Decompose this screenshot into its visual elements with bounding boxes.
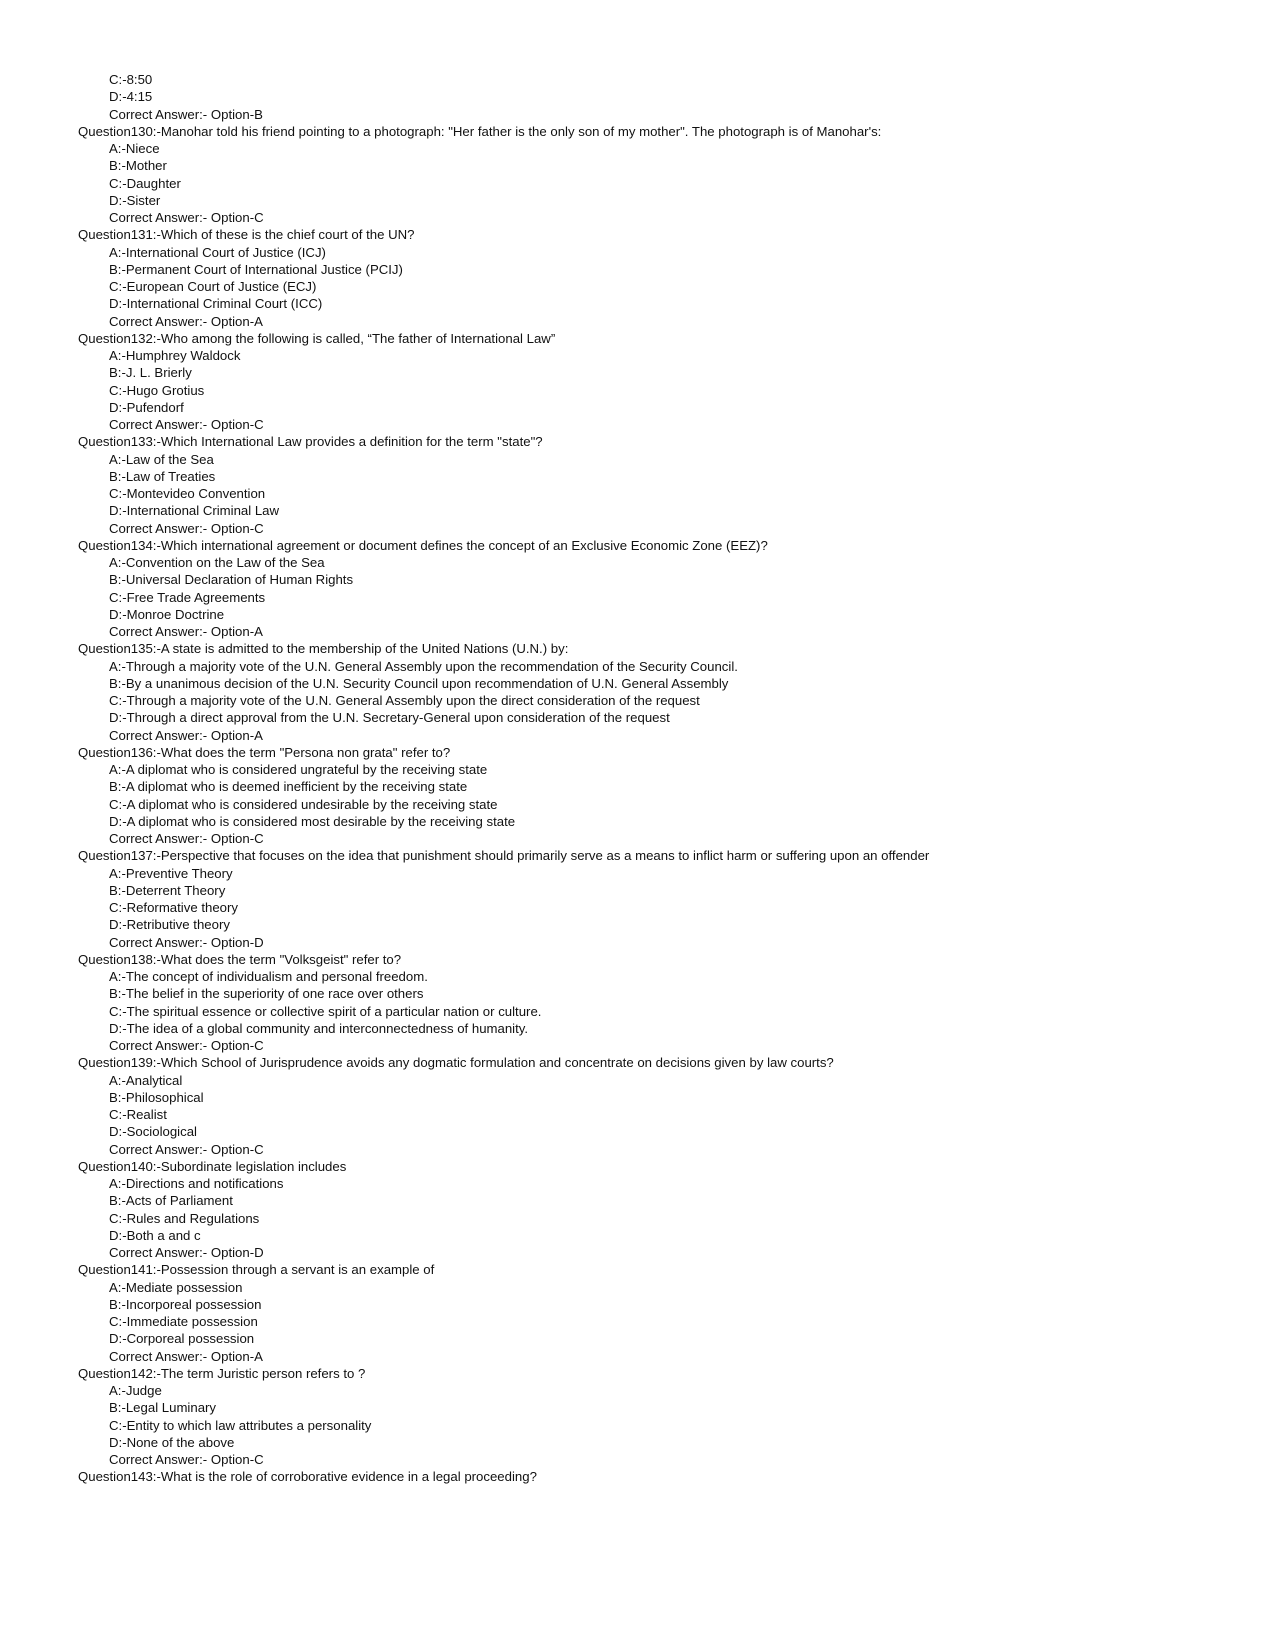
correct-answer: Correct Answer:- Option-C <box>109 831 264 846</box>
option-text: B:-Incorporeal possession <box>109 1296 262 1312</box>
correct-answer: Correct Answer:- Option-C <box>109 417 264 432</box>
correct-answer: Correct Answer:- Option-D <box>109 1245 264 1260</box>
question-document <box>0 71 1275 1486</box>
question-text: Question131:-Which of these is the chief court of the UN? <box>78 227 415 243</box>
option-text: B:-Universal Declaration of Human Rights <box>109 572 354 588</box>
question-text: Question135:-A state is admitted to the membership of the United Nations (U.N.) by: <box>78 641 569 657</box>
option-text: C:-A diplomat who is considered undesirable by the receiving state <box>109 796 498 812</box>
correct-answer: Correct Answer:- Option-D <box>109 934 264 950</box>
option-text: C:-Immediate possession <box>109 1314 258 1329</box>
option-text: B:-Permanent Court of International Justice (PCIJ) <box>109 261 403 277</box>
option-text: D:-Monroe Doctrine <box>109 606 225 622</box>
option-text: C:-Reformative theory <box>109 900 238 915</box>
option-text: B:-Acts of Parliament <box>109 1193 233 1209</box>
option-text: D:-Sociological <box>109 1124 197 1140</box>
question-text: Question130:-Manohar told his friend pointing to a photograph: "Her father is the only son of my mother". The photograph is of Manohar's: <box>78 123 882 139</box>
option-text: A:-Humphrey Waldock <box>109 348 241 363</box>
correct-answer: Correct Answer:- Option-C <box>109 1452 264 1467</box>
option-text: D:-Both a and c <box>109 1227 201 1243</box>
option-text: C:-Realist <box>109 1107 167 1122</box>
option-text: A:-Mediate possession <box>109 1279 243 1295</box>
option-text: A:-Law of the Sea <box>109 451 214 467</box>
option-text: A:-The concept of individualism and personal freedom. <box>109 969 428 984</box>
option-text: A:-A diplomat who is considered ungrateful by the receiving state <box>109 762 488 777</box>
option-text: C:-8:50 <box>109 72 153 87</box>
question-text: Question136:-What does the term "Persona non grata" refer to? <box>78 744 451 760</box>
correct-answer: Correct Answer:- Option-C <box>109 520 264 536</box>
option-text: D:-International Criminal Law <box>109 503 280 519</box>
option-text: B:-A diplomat who is deemed inefficient by the receiving state <box>109 779 468 795</box>
option-text: D:-International Criminal Court (ICC) <box>109 296 323 312</box>
option-text: D:-4:15 <box>109 89 153 105</box>
correct-answer: Correct Answer:- Option-A <box>109 727 263 743</box>
question-text: Question140:-Subordinate legislation includes <box>78 1158 347 1174</box>
option-text: D:-Pufendorf <box>109 399 184 415</box>
option-text: A:-Analytical <box>109 1072 183 1088</box>
option-text: D:-Corporeal possession <box>109 1331 255 1347</box>
option-text: D:-Sister <box>109 192 161 208</box>
option-text: B:-Mother <box>109 158 167 174</box>
option-text: B:-J. L. Brierly <box>109 365 192 381</box>
question-text: Question133:-Which International Law provides a definition for the term "state"? <box>78 434 543 450</box>
correct-answer: Correct Answer:- Option-A <box>109 624 263 639</box>
option-text: C:-Daughter <box>109 175 181 191</box>
option-text: C:-European Court of Justice (ECJ) <box>109 279 317 294</box>
correct-answer: Correct Answer:- Option-C <box>109 210 264 225</box>
option-text: A:-Niece <box>109 141 160 156</box>
option-text: B:-Law of Treaties <box>109 468 216 484</box>
question-text: Question141:-Possession through a servant is an example of <box>78 1262 435 1278</box>
question-text: Question142:-The term Juristic person refers to ? <box>78 1365 366 1381</box>
option-text: B:-Legal Luminary <box>109 1400 217 1416</box>
option-text: B:-The belief in the superiority of one race over others <box>109 986 424 1002</box>
option-text: C:-Hugo Grotius <box>109 382 205 398</box>
question-text: Question134:-Which international agreement or document defines the concept of an Exclusive Economic Zone (EEZ)? <box>78 537 768 553</box>
option-text: D:-None of the above <box>109 1434 235 1450</box>
question-text: Question143:-What is the role of corroborative evidence in a legal proceeding? <box>78 1469 537 1485</box>
option-text: D:-A diplomat who is considered most desirable by the receiving state <box>109 813 516 829</box>
option-text: B:-Philosophical <box>109 1089 204 1105</box>
option-text: C:-Entity to which law attributes a personality <box>109 1417 372 1433</box>
question-text: Question138:-What does the term "Volksgeist" refer to? <box>78 951 402 967</box>
correct-answer: Correct Answer:- Option-C <box>109 1038 264 1053</box>
option-text: A:-Judge <box>109 1383 162 1398</box>
option-text: A:-Convention on the Law of the Sea <box>109 555 325 570</box>
question-text: Question137:-Perspective that focuses on the idea that punishment should primarily serve as a means to inflict harm or suffering upon an offender <box>78 848 930 864</box>
correct-answer: Correct Answer:- Option-A <box>109 313 263 329</box>
option-text: C:-Montevideo Convention <box>109 486 266 501</box>
option-text: A:-International Court of Justice (ICJ) <box>109 244 326 260</box>
correct-answer: Correct Answer:- Option-C <box>109 1141 264 1157</box>
option-text: A:-Preventive Theory <box>109 865 233 881</box>
option-text: B:-Deterrent Theory <box>109 882 226 898</box>
option-text: A:-Directions and notifications <box>109 1176 284 1191</box>
option-text: A:-Through a majority vote of the U.N. General Assembly upon the recommendation of the Security Council. <box>109 658 738 674</box>
option-text: C:-Free Trade Agreements <box>109 589 266 605</box>
question-text: Question139:-Which School of Jurisprudence avoids any dogmatic formulation and concentrate on decisions given by law courts? <box>78 1055 834 1071</box>
option-text: C:-The spiritual essence or collective spirit of a particular nation or culture. <box>109 1003 542 1019</box>
option-text: D:-Retributive theory <box>109 917 230 933</box>
option-text: C:-Through a majority vote of the U.N. General Assembly upon the direct consideration of the request <box>109 693 700 708</box>
correct-answer: Correct Answer:- Option-B <box>109 106 263 122</box>
option-text: C:-Rules and Regulations <box>109 1210 260 1226</box>
option-text: D:-The idea of a global community and interconnectedness of humanity. <box>109 1020 529 1036</box>
option-text: D:-Through a direct approval from the U.N. Secretary-General upon consideration of the request <box>109 710 670 726</box>
option-text: B:-By a unanimous decision of the U.N. Security Council upon recommendation of U.N. General Assembly <box>109 675 729 691</box>
question-text: Question132:-Who among the following is called, “The father of International Law” <box>78 330 556 346</box>
correct-answer: Correct Answer:- Option-A <box>109 1348 263 1364</box>
